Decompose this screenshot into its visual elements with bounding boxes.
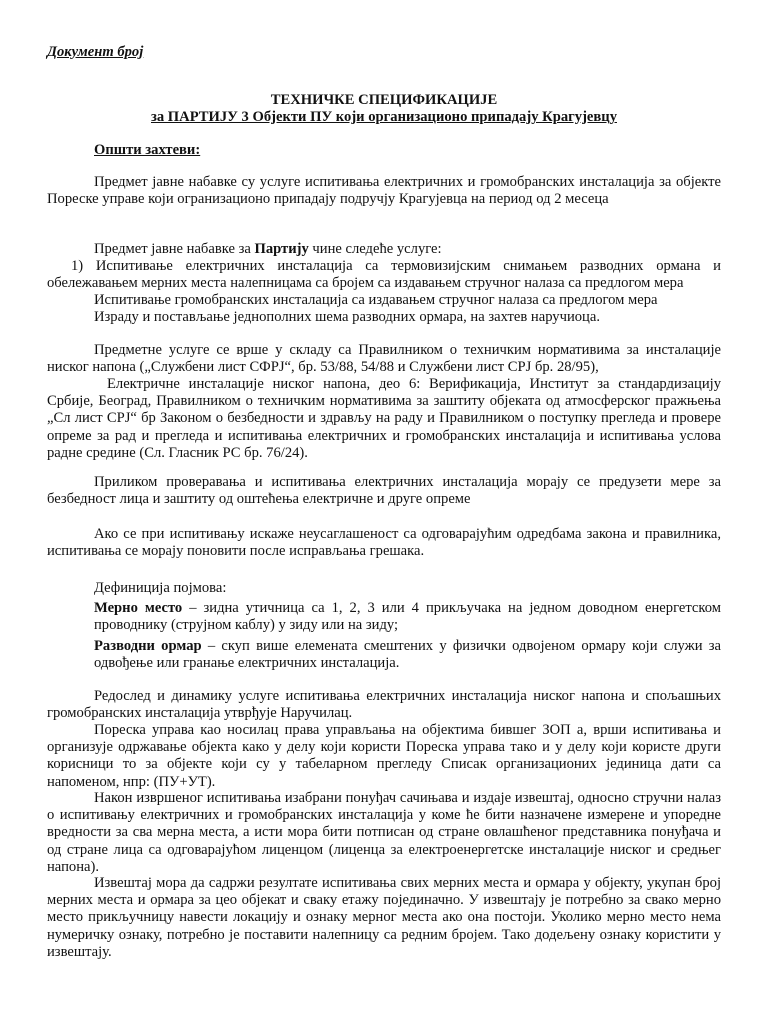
nonconformity-paragraph: Ако се при испитивању искаже неусаглашеност са одговарајућим одредбама закона и правилника, испитивања се морају поновити после исправљања грешака.	[47, 526, 721, 560]
definitions-heading: Дефиниција појмова:	[94, 580, 227, 596]
safety-paragraph: Приликом проверавања и испитивања електричних инсталација морају се предузети мере за безбедност лица и заштиту од оштећења електричне и друге опреме	[47, 474, 721, 508]
regulations-paragraph: Предметне услуге се врше у складу са Правилником о техничким нормативима за инсталације ниског напона („Службени лист СФРЈ“, бр. 53/88, 54/88 и Службени лист СРЈ бр. 28/95),	[47, 342, 721, 376]
schedule-paragraph: Редослед и динамику услуге испитивања електричних инсталација ниског напона и спољашњих громобранских инсталација утврђује Наручилац.	[47, 688, 721, 722]
report-issuance-paragraph: Након извршеног испитивања изабрани понуђач сачињава и издаје извештај, односно стручни налаз о испитивању електричних и громобранских инсталација у коме ће бити назначене измерене и упоредне вредности за сва мерна места, а исти мора бити потписан од стране овлашћеног представника понуђача и од стране лица са одговарајућом лиценцом (лиценца за електроенергетске инсталације ниског и средњег напона).	[47, 790, 721, 875]
regulations-paragraph-2: Електричне инсталације ниског напона, део 6: Верификација, Институт за стандардизацију Србије, Београд, Правилником о техничким нормативима за заштиту објеката од атмосферског пражњења „Сл лист СРЈ“ бр Законом о безбедности и здрављу на раду и Правилником о поступку прегледа и провере опреме за рад и прегледа и испитивања електричних и громобранских инсталација и испитивања услова радне средине (Сл. Гласник РС бр. 76/24).	[47, 376, 721, 461]
report-content-paragraph: Извештај мора да садржи резултате испитивања свих мерних места и ормара у објекту, укупан број мерних места и ормара за цео објекат и сваку етажу појединачно. У извештају је потребно за свако мерно место прикључницу навести локацију и ознаку мерног места ако она постоји. Уколико мерно место нема нумеричку ознаку, потребно је поставити налепницу са редним бројем. Тако додељену ознаку користити у извештају.	[47, 875, 721, 960]
definition-distribution-cabinet: Разводни ормар – скуп више елемената смештених у физички одвојеном ормару који служи за одвођење или гранање електричних инсталација.	[94, 638, 722, 672]
document-number-label: Документ број	[47, 44, 144, 60]
service-item-2: Испитивање громобранских инсталација са издавањем стручног налаза са предлогом мера	[94, 292, 658, 308]
document-title: ТЕХНИЧКЕ СПЕЦИФИКАЦИЈЕ	[270, 92, 498, 108]
service-item-1: 1) Испитивање електричних инсталација са термовизијским снимањем разводних ормана и обележавањем мерних места налепницама са бројем са издавањем стручног налаза са предлогом мера	[47, 258, 721, 292]
general-paragraph: Предмет јавне набавке су услуге испитивања електричних и громобранских инсталација за објекте Пореске управе који огранизационо припадају подручју Крагујевца на период од 2 месеца	[47, 174, 721, 208]
service-item-3: Израду и постављање једнополних шема разводних ормара, на захтев наручиоца.	[94, 309, 600, 325]
definition-measuring-point: Мерно место – зидна утичница са 1, 2, 3 или 4 прикључака на једном доводном енергетском проводнику (струјном каблу) у зиду или на зиду;	[94, 600, 721, 634]
document-subtitle: за ПАРТИЈУ 3 Објекти ПУ који организационо припадају Крагујевцу	[151, 109, 617, 125]
general-requirements-heading: Општи захтеви:	[94, 142, 201, 158]
services-intro: Предмет јавне набавке за Партију чине следеће услуге:	[94, 241, 442, 257]
tax-administration-paragraph: Пореска управа као носилац права управљања на објектима бившег ЗОП а, врши испитивања и организује одржавање објекта како у делу који користи Пореска управа тако и у делу који користе други корисници то за објекте који су у табеларном прегледу Списак организационих јединица дати са напоменом, нпр: (ПУ+УТ).	[47, 722, 721, 790]
